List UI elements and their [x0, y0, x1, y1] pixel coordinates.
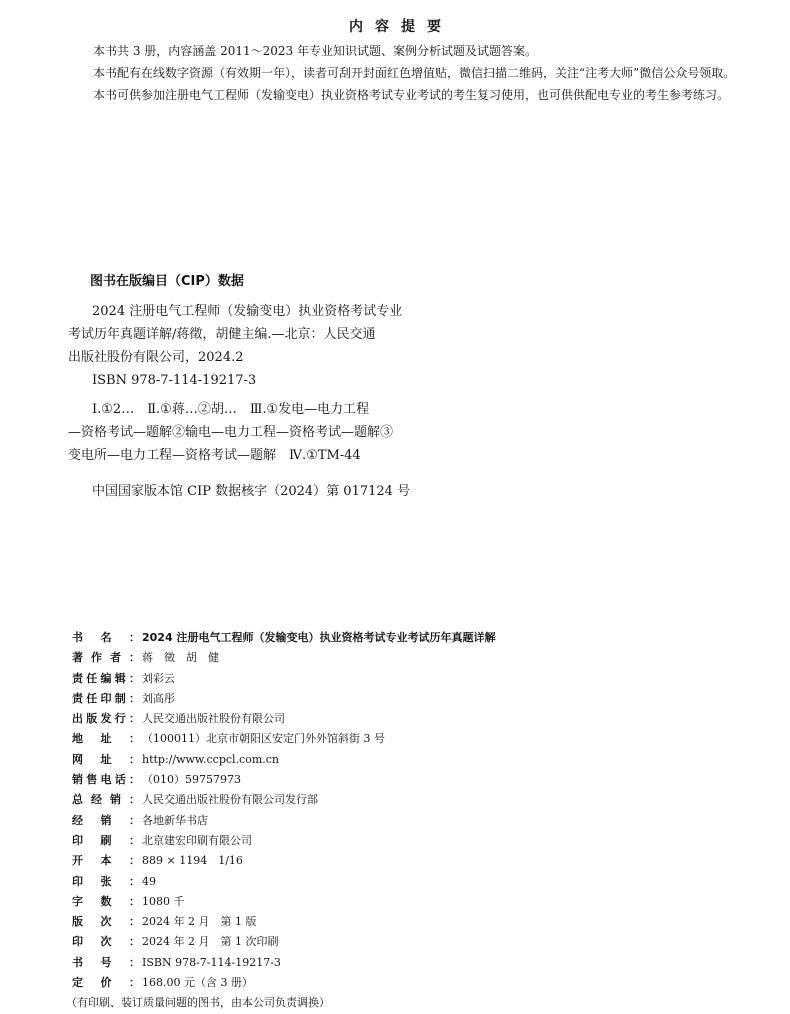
colophon-value: 49: [142, 874, 156, 888]
colophon-row: [72, 648, 592, 668]
cip-record-number: 中国国家版本馆 CIP 数据核字（2024）第 017124 号: [92, 484, 411, 499]
colophon-row: [72, 892, 592, 912]
colophon-value: 刘高彤: [142, 691, 175, 705]
colophon-row: [72, 953, 592, 973]
colophon-label: 印次：: [72, 935, 140, 949]
colophon-row: [72, 709, 592, 729]
cip-isbn: ISBN 978-7-114-19217-3: [92, 373, 257, 388]
colophon-value: 刘彩云: [142, 671, 175, 685]
colophon-label: 经销：: [72, 813, 140, 827]
colophon-row: [72, 689, 592, 709]
colophon-label: 销售电话：: [72, 773, 140, 787]
colophon-value: 人民交通出版社股份有限公司: [142, 712, 285, 726]
colophon-row: [72, 811, 592, 831]
colophon-label: 字数：: [72, 894, 140, 908]
colophon-value: 1080 千: [142, 894, 185, 908]
cip-class-line: Ⅰ.①2… Ⅱ.①蒋…②胡… Ⅲ.①发电—电力工程: [92, 402, 370, 417]
colophon-value: 2024 注册电气工程师（发输变电）执业资格考试专业考试历年真题详解: [142, 631, 496, 644]
colophon-label: 定价：: [72, 976, 140, 990]
summary-paragraph: 本书共 3 册，内容涵盖 2011～2023 年专业知识试题、案例分析试题及试题答案。: [93, 44, 537, 58]
colophon-row: [72, 770, 592, 790]
cip-line: 出版社股份有限公司，2024.2: [68, 350, 244, 365]
colophon-label: 书名：: [72, 631, 140, 644]
colophon-row: [72, 669, 592, 689]
colophon-row: [72, 790, 592, 810]
colophon-row: [72, 729, 592, 749]
colophon-value: 2024 年 2 月 第 1 版: [142, 915, 257, 929]
colophon-label: 出版发行：: [72, 712, 140, 726]
colophon-value: 2024 年 2 月 第 1 次印刷: [142, 935, 279, 949]
colophon-label: 总经销：: [72, 793, 140, 807]
colophon-row: [72, 851, 592, 871]
colophon-row: [72, 872, 592, 892]
colophon-value: http://www.ccpcl.com.cn: [142, 752, 280, 766]
colophon-row: [72, 932, 592, 952]
colophon-label: 版次：: [72, 915, 140, 929]
cip-record: [68, 480, 448, 503]
colophon-row: [72, 628, 592, 648]
colophon-row: [72, 750, 592, 770]
cip-heading: 图书在版编目（CIP）数据: [90, 274, 244, 289]
colophon-label: 责任印制：: [72, 691, 140, 705]
colophon-label: 开本：: [72, 854, 140, 868]
cip-classification: [68, 398, 448, 467]
colophon-value: 蒋 徵 胡 健: [142, 651, 219, 665]
colophon-row: [72, 973, 592, 993]
colophon-label: 著作者：: [72, 651, 140, 665]
colophon-value: ISBN 978-7-114-19217-3: [142, 955, 281, 969]
colophon-label: 网址：: [72, 752, 140, 766]
summary-paragraph: 本书配有在线数字资源（有效期一年），读者可刮开封面红色增值贴，微信扫描二维码，关注“注考大师”微信公众号领取。: [93, 66, 736, 80]
colophon-value: 人民交通出版社股份有限公司发行部: [142, 793, 318, 807]
colophon-row: [72, 912, 592, 932]
colophon-value: 889 × 1194 1/16: [142, 854, 243, 868]
colophon-label: 书号：: [72, 955, 140, 969]
quality-note: （有印刷、装订质量问题的图书，由本公司负责调换）: [66, 996, 330, 1010]
cip-class-line: —资格考试—题解②输电—电力工程—资格考试—题解③: [68, 425, 394, 440]
colophon-value: 北京建宏印刷有限公司: [142, 833, 252, 847]
colophon-label: 责任编辑：: [72, 671, 140, 685]
colophon-value: （100011）北京市朝阳区安定门外外馆斜街 3 号: [142, 732, 385, 746]
colophon-label: 地址：: [72, 732, 140, 746]
colophon-value: 各地新华书店: [142, 813, 208, 827]
summary-title: 内容提要: [349, 19, 453, 35]
cip-line: 2024 注册电气工程师（发输变电）执业资格考试专业: [92, 304, 403, 319]
cip-main-entry: [68, 300, 448, 392]
cip-line: 考试历年真题详解/蒋徵，胡健主编.—北京：人民交通: [68, 327, 376, 342]
colophon: [66, 628, 592, 1014]
colophon-label: 印张：: [72, 874, 140, 888]
summary-section: [68, 40, 736, 106]
colophon-value: 168.00 元（含 3 册）: [142, 976, 253, 990]
colophon-label: 印刷：: [72, 833, 140, 847]
colophon-row: [72, 831, 592, 851]
colophon-value: （010）59757973: [142, 773, 241, 787]
cip-class-line: 变电所—电力工程—资格考试—题解 Ⅳ.①TM-44: [68, 448, 361, 463]
summary-paragraph: 本书可供参加注册电气工程师（发输变电）执业资格考试专业考试的考生复习使用，也可供供配电专业的考生参考练习。: [93, 88, 730, 102]
